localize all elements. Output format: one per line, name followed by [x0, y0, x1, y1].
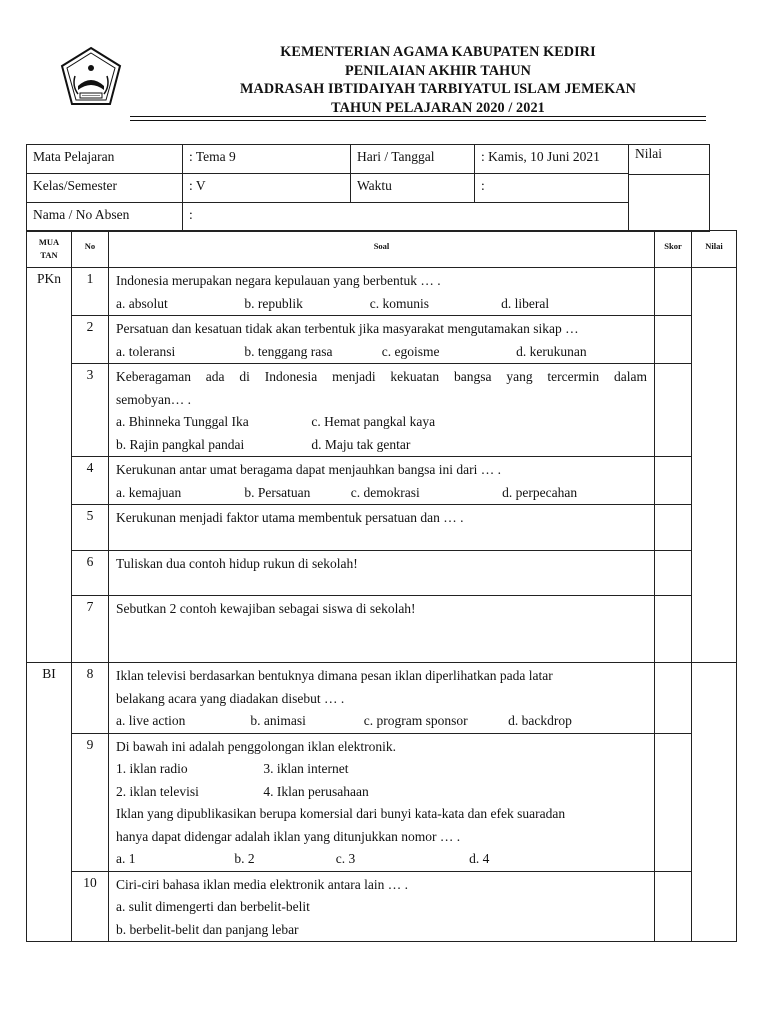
- option-a[interactable]: a. toleransi: [116, 343, 176, 359]
- options: [116, 848, 647, 871]
- muatan-pkn: PKn: [27, 268, 72, 663]
- question-number: 1: [72, 268, 109, 316]
- item-3: 3. iklan internet: [263, 761, 349, 776]
- question-number: 5: [72, 505, 109, 551]
- option-a[interactable]: a. Bhinneka Tunggal Ika: [116, 414, 249, 429]
- option-c[interactable]: c. program sponsor: [363, 713, 468, 728]
- skor-cell[interactable]: [655, 596, 692, 663]
- options: [116, 293, 647, 316]
- question-text: Sebutkan 2 contoh kewajiban sebagai siswa di sekolah!: [116, 601, 416, 616]
- option-c[interactable]: c. 3: [335, 851, 356, 866]
- question-text: Persatuan dan kesatuan tidak akan terbentuk jika masyarakat mengutamakan sikap …: [116, 321, 579, 336]
- option-b[interactable]: b. animasi: [250, 713, 306, 728]
- question-text-cont-2: hanya dapat didengar adalah iklan yang ditunjukkan nomor … .: [116, 828, 461, 844]
- question-text: Kerukunan menjadi faktor utama membentuk persatuan dan … .: [116, 510, 464, 525]
- question-6[interactable]: [109, 551, 655, 596]
- item-4: 4. Iklan perusahaan: [263, 783, 369, 799]
- hari-label: Hari / Tanggal: [351, 145, 475, 174]
- nilai-box[interactable]: [629, 145, 710, 232]
- question-number: 2: [72, 316, 109, 364]
- skor-cell[interactable]: [655, 457, 692, 505]
- questions-table: [26, 230, 737, 942]
- question-number: 7: [72, 596, 109, 663]
- skor-cell[interactable]: [655, 364, 692, 457]
- option-d[interactable]: d. perpecahan: [502, 484, 578, 500]
- option-b[interactable]: b. Rajin pangkal pandai: [116, 436, 245, 452]
- question-text-cont: Iklan yang dipublikasikan berupa komersial dari bunyi kata-kata dan efek suaradan: [116, 806, 566, 821]
- nilai-label: Nilai: [629, 145, 709, 175]
- option-d[interactable]: d. 4: [469, 851, 490, 866]
- header-soal: Soal: [109, 231, 655, 268]
- waktu-label: Waktu: [351, 174, 475, 203]
- items-row-1: [116, 758, 647, 781]
- question-9: [109, 733, 655, 871]
- skor-cell[interactable]: [655, 316, 692, 364]
- header-skor: Skor: [655, 231, 692, 268]
- skor-cell[interactable]: [655, 663, 692, 734]
- header-muatan-2: TAN: [40, 250, 58, 260]
- item-2: 2. iklan televisi: [116, 783, 199, 799]
- question-text: Indonesia merupakan negara kepulauan yang berbentuk … .: [116, 273, 441, 288]
- question-text: Iklan televisi berdasarkan bentuknya dimana pesan iklan diperlihatkan pada latar: [116, 668, 553, 683]
- question-text: Di bawah ini adalah penggolongan iklan elektronik.: [116, 738, 397, 754]
- option-c[interactable]: c. egoisme: [381, 343, 440, 359]
- skor-cell[interactable]: [655, 551, 692, 596]
- header-muatan-1: MUA: [38, 237, 60, 247]
- waktu-value: :: [475, 174, 629, 203]
- question-3: [109, 364, 655, 457]
- mapel-value: : Tema 9: [183, 145, 351, 174]
- kemenag-logo: [58, 46, 124, 110]
- question-7[interactable]: [109, 596, 655, 663]
- question-1: [109, 268, 655, 316]
- question-text-cont: belakang acara yang diadakan disebut … .: [116, 690, 345, 706]
- question-text: Tuliskan dua contoh hidup rukun di sekolah!: [116, 556, 358, 571]
- header-muatan: [27, 231, 72, 268]
- question-8: [109, 663, 655, 734]
- header-nilai: Nilai: [692, 231, 737, 268]
- question-number: 9: [72, 733, 109, 871]
- header-no: No: [72, 231, 109, 268]
- skor-cell[interactable]: [655, 871, 692, 942]
- options-row-2: [116, 434, 647, 457]
- kelas-label: Kelas/Semester: [27, 174, 183, 203]
- nilai-section-bi[interactable]: [692, 663, 737, 942]
- option-d[interactable]: d. liberal: [501, 295, 550, 311]
- question-number: 8: [72, 663, 109, 734]
- items-row-2: [116, 781, 647, 804]
- option-d[interactable]: d. backdrop: [508, 713, 572, 728]
- option-a[interactable]: a. 1: [116, 851, 136, 866]
- option-b[interactable]: b. Persatuan: [244, 484, 311, 500]
- question-text-cont: semobyan… .: [116, 391, 191, 407]
- skor-cell[interactable]: [655, 268, 692, 316]
- question-number: 6: [72, 551, 109, 596]
- question-text: Kerukunan antar umat beragama dapat menjauhkan bangsa ini dari … .: [116, 462, 501, 477]
- hari-value: : Kamis, 10 Juni 2021: [475, 145, 629, 174]
- mapel-label: Mata Pelajaran: [27, 145, 183, 174]
- skor-cell[interactable]: [655, 505, 692, 551]
- options: [116, 710, 647, 733]
- question-number: 3: [72, 364, 109, 457]
- option-a[interactable]: a. sulit dimengerti dan berbelit-belit: [116, 899, 310, 914]
- header-line-2: PENILAIAN AKHIR TAHUN: [344, 62, 532, 79]
- option-b[interactable]: b. berbelit-belit dan panjang lebar: [116, 921, 299, 937]
- option-c[interactable]: c. demokrasi: [350, 484, 420, 500]
- header-divider-thin: [130, 120, 706, 121]
- header-line-3: MADRASAH IBTIDAIYAH TARBIYATUL ISLAM JEMEKAN: [240, 81, 636, 97]
- item-1: 1. iklan radio: [116, 761, 188, 776]
- option-d[interactable]: d. Maju tak gentar: [311, 436, 411, 452]
- option-a[interactable]: a. live action: [116, 713, 186, 728]
- question-5[interactable]: [109, 505, 655, 551]
- header-line-1: KEMENTERIAN AGAMA KABUPATEN KEDIRI: [280, 44, 596, 60]
- question-text: Ciri-ciri bahasa iklan media elektronik antara lain … .: [116, 876, 409, 892]
- header-divider: [130, 116, 706, 117]
- muatan-bi: BI: [27, 663, 72, 942]
- option-b[interactable]: b. republik: [244, 295, 303, 311]
- document-header: [0, 0, 768, 125]
- question-number: 10: [72, 871, 109, 942]
- nilai-section-pkn[interactable]: [692, 268, 737, 663]
- header-line-4: TAHUN PELAJARAN 2020 / 2021: [331, 99, 545, 116]
- option-a[interactable]: a. kemajuan: [116, 484, 182, 500]
- option-b[interactable]: b. tenggang rasa: [244, 343, 333, 359]
- options: [116, 482, 647, 505]
- skor-cell[interactable]: [655, 733, 692, 871]
- nama-label: Nama / No Absen: [27, 203, 183, 232]
- option-b[interactable]: b. 2: [234, 851, 255, 866]
- question-text: Keberagaman ada di Indonesia menjadi kekuatan bangsa yang tercermin dalam: [116, 369, 647, 384]
- question-number: 4: [72, 457, 109, 505]
- student-info-table: [26, 144, 710, 232]
- option-d[interactable]: d. kerukunan: [516, 343, 587, 359]
- header-titles: [150, 43, 726, 117]
- option-c[interactable]: c. Hemat pangkal kaya: [311, 414, 436, 429]
- kelas-value: : V: [183, 174, 351, 203]
- question-10: [109, 871, 655, 942]
- option-a[interactable]: a. absolut: [116, 295, 168, 311]
- options: [116, 341, 647, 364]
- options-row-1: [116, 411, 647, 434]
- question-4: [109, 457, 655, 505]
- option-c[interactable]: c. komunis: [369, 295, 429, 311]
- question-2: [109, 316, 655, 364]
- nama-value[interactable]: :: [183, 203, 629, 232]
